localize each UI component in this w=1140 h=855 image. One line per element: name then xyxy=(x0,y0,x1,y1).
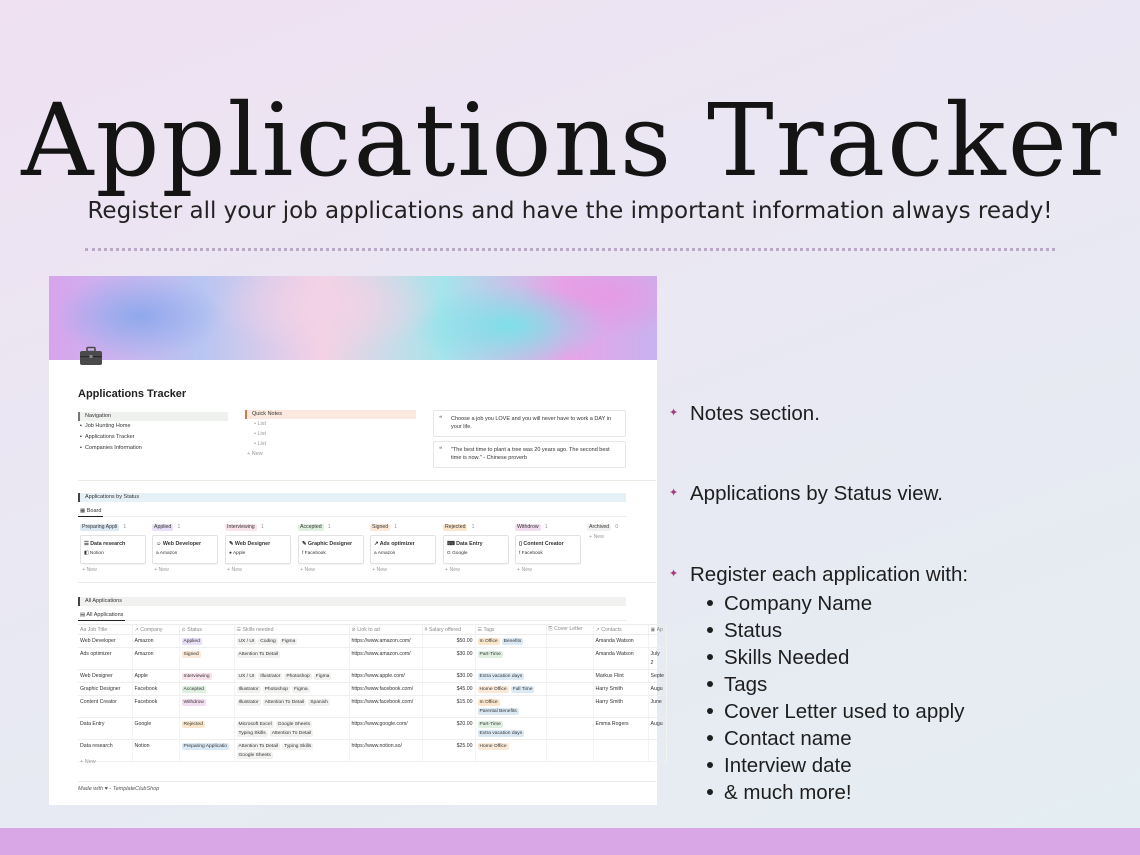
feature-item: Cover Letter used to apply xyxy=(707,698,964,725)
board-column-archived: Archived 0 + New xyxy=(587,523,627,542)
footer-credit: Made with ♥ - TemplateClubShop xyxy=(78,786,160,792)
job-title: Web Designer xyxy=(80,672,113,679)
interview-date: June xyxy=(650,698,662,705)
table-row[interactable] xyxy=(78,648,666,670)
skill-tag: Google Sheets xyxy=(277,721,311,727)
status-badge: Rejected xyxy=(183,721,203,727)
skill-tag: Illustrator xyxy=(238,699,259,705)
section-divider xyxy=(78,781,656,782)
status-badge: Archived xyxy=(589,524,610,530)
table-section-header: All Applications xyxy=(78,597,626,606)
contact-name: Emma Rogers xyxy=(595,720,629,727)
skill-tag: Illustrator xyxy=(260,673,281,679)
quote-icon: ❝ xyxy=(439,447,443,453)
board-card[interactable]: ✎ Web Designer ● Apple xyxy=(225,535,291,564)
status-badge: Accepted xyxy=(300,524,322,530)
job-title: Web Developer xyxy=(80,637,116,644)
skill-tag: Figma xyxy=(281,638,296,644)
company-name: Amazon xyxy=(134,650,154,657)
nav-item-tracker[interactable]: ▪ Applications Tracker xyxy=(78,432,228,443)
column-header[interactable]: ↗ Company xyxy=(132,625,179,635)
note-list-item[interactable]: • List xyxy=(254,421,267,427)
board-card[interactable]: ✎ Graphic Designer f Facebook xyxy=(298,535,364,564)
company-name: Facebook xyxy=(134,698,158,705)
cover-banner xyxy=(49,276,657,360)
skill-tag: Attention To Detail xyxy=(264,699,305,705)
bottom-accent-bar xyxy=(0,828,1140,855)
briefcase-icon: ▪ xyxy=(80,445,82,451)
job-tag: Benefits xyxy=(503,638,522,644)
skill-tag: Google Sheets xyxy=(238,752,271,758)
board-column: Interviewing 1 ✎ Web Designer ● Apple + New xyxy=(225,523,291,576)
new-card-button[interactable]: + New xyxy=(154,567,169,573)
company-name: Apple xyxy=(134,672,148,679)
table-row[interactable] xyxy=(78,670,666,683)
job-title: Data research xyxy=(80,742,113,749)
page-icon: ▪ xyxy=(80,423,82,429)
status-badge: Applied xyxy=(154,524,172,530)
status-badge: Preparing Applicatio xyxy=(183,743,227,749)
salary-value: $50.00 xyxy=(456,637,473,644)
new-card-button[interactable]: + New xyxy=(517,567,532,573)
job-tag: Extra vacation days xyxy=(479,730,523,736)
ad-link: https://www.amazon.com/ xyxy=(351,637,411,644)
skill-tag: Figma xyxy=(315,673,330,679)
board-tabbar xyxy=(78,506,626,517)
new-card-button[interactable]: + New xyxy=(82,567,97,573)
skill-tag: UX / UI xyxy=(238,673,255,679)
board-column: Rejected 1 ⌨ Data Entry G Google + New xyxy=(443,523,509,576)
skill-tag: Photoshop xyxy=(286,673,310,679)
board-card[interactable]: ▯ Content Creator f Facebook xyxy=(515,535,581,564)
board-card[interactable]: ↗ Ads optimizer a Amazon xyxy=(370,535,436,564)
sparkle-icon: ✦ xyxy=(669,568,679,580)
new-card-button[interactable]: + New xyxy=(445,567,460,573)
quick-notes-header: Quick Notes xyxy=(245,410,416,419)
ad-link: https://www.amazon.com/ xyxy=(351,650,411,657)
job-title: Data Entry xyxy=(80,720,105,727)
job-title: Ads optimizer xyxy=(80,650,112,657)
company-name: Facebook xyxy=(134,685,158,692)
interview-date: July 2 xyxy=(650,650,660,666)
ad-link: https://www.apple.com/ xyxy=(351,672,405,679)
feature-item: Skills Needed xyxy=(707,644,964,671)
column-header[interactable]: ▣ Ap xyxy=(648,625,666,635)
new-card-button[interactable]: + New xyxy=(227,567,242,573)
column-header[interactable]: ☰ Skills needed xyxy=(234,625,349,635)
hero-subtitle: Register all your job applications and have the important information always ready! xyxy=(87,198,1053,224)
salary-value: $15.00 xyxy=(456,698,473,705)
tab-board[interactable]: ▦ Board xyxy=(78,506,103,517)
ad-link: https://www.notion.so/ xyxy=(351,742,402,749)
column-header[interactable]: ⊙ Status xyxy=(179,625,234,635)
table-header-row xyxy=(78,625,666,635)
job-tag: Extra vacation days xyxy=(479,673,523,679)
section-divider xyxy=(78,480,656,481)
status-badge: Rejected xyxy=(445,524,466,530)
job-tag: In Office xyxy=(479,638,498,644)
ad-link: https://www.facebook.com/ xyxy=(351,685,414,692)
board-card[interactable]: ⌨ Data Entry G Google xyxy=(443,535,509,564)
interview-date: Augu xyxy=(650,685,663,692)
table-row[interactable] xyxy=(78,683,666,696)
salary-value: $20.00 xyxy=(456,720,473,727)
navigation-block xyxy=(78,412,228,458)
skill-tag: Attention To Detail xyxy=(238,743,279,749)
column-header[interactable]: ☰ Tags xyxy=(475,625,546,635)
page-title: Applications Tracker xyxy=(78,388,187,400)
applications-table xyxy=(78,624,667,762)
salary-value: $30.00 xyxy=(456,672,473,679)
salary-value: $45.00 xyxy=(456,685,473,692)
notion-screenshot xyxy=(49,276,665,805)
table-tabbar xyxy=(78,610,626,621)
column-header[interactable]: ⊘ Link to ad xyxy=(349,625,422,635)
job-tag: Full Time xyxy=(512,686,533,692)
new-card-button[interactable]: + New xyxy=(589,534,604,540)
contact-name: Harry Smith xyxy=(595,698,623,705)
column-header[interactable]: ⎘ Cover Letter xyxy=(546,625,593,635)
feature-item: Tags xyxy=(707,671,964,698)
column-header[interactable]: ↗ Contacts xyxy=(593,625,648,635)
status-badge: Applied xyxy=(183,638,200,644)
skill-tag: Coding xyxy=(260,638,276,644)
skill-tag: Illustrator xyxy=(238,686,259,692)
feature-item: Interview date xyxy=(707,752,964,779)
board-column: Accepted 1 ✎ Graphic Designer f Facebook + New xyxy=(298,523,364,576)
board-section-header: Applications by Status xyxy=(78,493,626,502)
job-title: Graphic Designer xyxy=(80,685,121,692)
feature-item: & much more! xyxy=(707,779,964,806)
hero-title: Applications Tracker xyxy=(21,82,1119,199)
new-note-button[interactable]: + New xyxy=(247,451,263,457)
contact-name: Markus Flint xyxy=(595,672,624,679)
column-header[interactable]: Aa Job Title xyxy=(78,625,132,635)
status-badge: Accepted xyxy=(183,686,204,692)
status-badge: Signed xyxy=(372,524,389,530)
status-badge: Withdrow xyxy=(517,524,539,530)
column-header[interactable]: # Salary offered xyxy=(422,625,475,635)
table-row[interactable] xyxy=(78,718,666,740)
status-badge: Preparing Appli xyxy=(82,524,118,530)
board-card[interactable]: ☺ Web Developer a Amazon xyxy=(152,535,218,564)
skill-tag: Photoshop xyxy=(264,686,289,692)
ad-link: https://www.facebook.com/ xyxy=(351,698,414,705)
board-column: Applied 1 ☺ Web Developer a Amazon + New xyxy=(152,523,218,576)
skill-tag: Attention To Detail xyxy=(271,730,312,736)
quote-callout: ❝ "The best time to plant a tree was 20 years ago. The second best time is now." - Chinese proverb xyxy=(433,441,626,468)
company-name: Google xyxy=(134,720,152,727)
note-list-item[interactable]: • List xyxy=(254,441,267,447)
briefcase-icon xyxy=(79,346,105,370)
sparkle-icon: ✦ xyxy=(669,487,679,499)
table-row[interactable] xyxy=(78,635,666,648)
feature-item: Contact name xyxy=(707,725,964,752)
new-card-button[interactable]: + New xyxy=(372,567,387,573)
skill-tag: Typing Skills xyxy=(284,743,312,749)
job-tag: Part-Time xyxy=(479,651,501,657)
navigation-header: Navigation xyxy=(78,412,228,421)
board-column: Signed 1 ↗ Ads optimizer a Amazon + New xyxy=(370,523,436,576)
status-badge: Interviewing xyxy=(227,524,255,530)
new-row-button[interactable]: + New xyxy=(80,759,96,765)
board-column: Withdrow 1 ▯ Content Creator f Facebook + New xyxy=(515,523,581,576)
company-name: Amazon xyxy=(134,637,154,644)
ad-link: https://www.google.com/ xyxy=(351,720,408,727)
company-name: Notion xyxy=(134,742,150,749)
dotted-divider xyxy=(85,248,1055,251)
section-divider xyxy=(78,582,656,583)
tab-all-applications[interactable]: ▤ All Applications xyxy=(78,610,125,621)
status-badge: Interviewing xyxy=(183,673,210,679)
skill-tag: UX / UI xyxy=(238,638,255,644)
interview-date: Augu xyxy=(650,720,663,727)
note-list-item[interactable]: • List xyxy=(254,431,267,437)
job-tag: Part-Time xyxy=(479,721,501,727)
job-tag: In Office xyxy=(479,699,498,705)
nav-item-companies[interactable]: ▪ Companies Information xyxy=(78,443,228,454)
sparkle-icon: ✦ xyxy=(669,407,679,419)
skill-tag: Spanish xyxy=(310,699,328,705)
feature-sublist xyxy=(707,590,964,806)
quote-icon: ❝ xyxy=(439,416,443,422)
contact-name: Harry Smith xyxy=(595,685,623,692)
status-badge: Withdrow xyxy=(183,699,204,705)
job-title: Content Creator xyxy=(80,698,117,705)
board-column: Preparing Appli 1 ☰ Data research ◧ Notion + New xyxy=(80,523,146,576)
briefcase-icon: ▪ xyxy=(80,434,82,440)
contact-name: Amanda Watson xyxy=(595,650,634,657)
feature-item: Status xyxy=(707,617,964,644)
contact-name: Amanda Watson xyxy=(595,637,634,644)
skill-tag: Attention To Detail xyxy=(238,651,279,657)
table-row[interactable] xyxy=(78,740,666,762)
quick-notes-block xyxy=(245,410,416,466)
job-tag: Home Office xyxy=(479,686,507,692)
job-tag: Parental Benefits xyxy=(479,708,517,714)
board-card[interactable]: ☰ Data research ◧ Notion xyxy=(80,535,146,564)
salary-value: $30.00 xyxy=(456,650,473,657)
skill-tag: Microsoft Excel xyxy=(238,721,272,727)
skill-tag: Typing Skills xyxy=(238,730,266,736)
job-tag: Home Office xyxy=(479,743,507,749)
nav-item-home[interactable]: ▪ Job Hunting Home xyxy=(78,421,228,432)
new-card-button[interactable]: + New xyxy=(300,567,315,573)
skill-tag: Figma xyxy=(294,686,308,692)
status-badge: Signed xyxy=(183,651,199,657)
feature-item: Company Name xyxy=(707,590,964,617)
quote-callout: ❝ Choose a job you LOVE and you will never have to work a DAY in your life. xyxy=(433,410,626,437)
salary-value: $25.00 xyxy=(456,742,473,749)
interview-date: Septe xyxy=(650,672,665,679)
table-row[interactable] xyxy=(78,696,666,718)
